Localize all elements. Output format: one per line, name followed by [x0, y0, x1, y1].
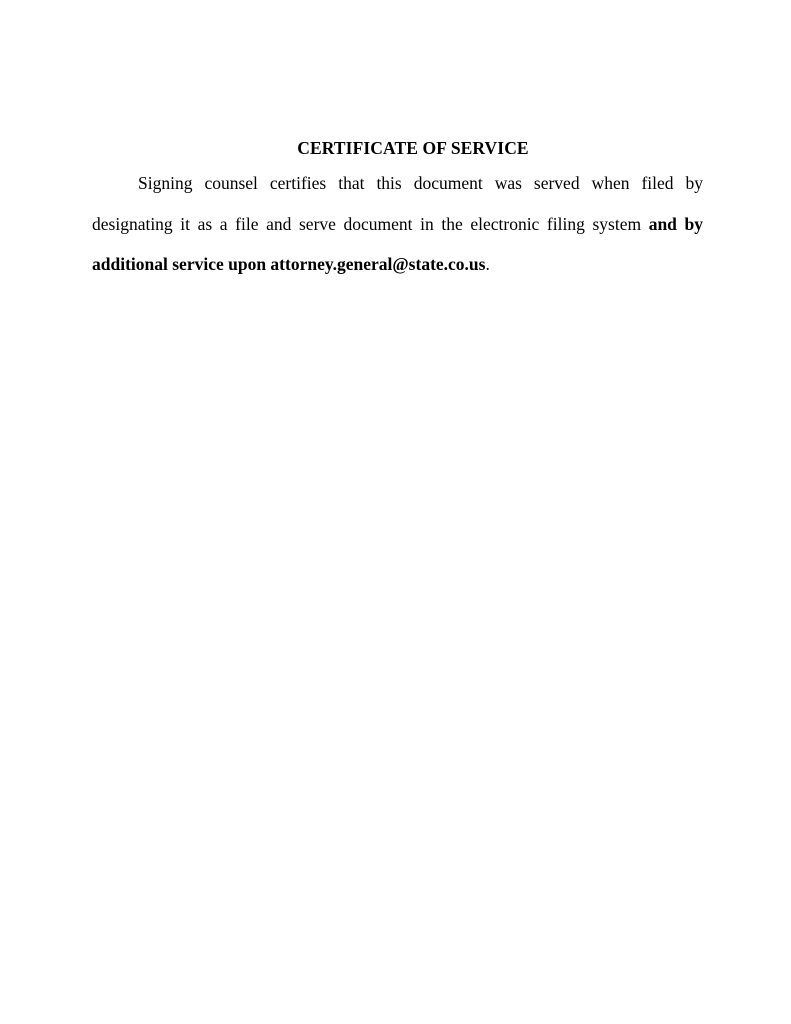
paragraph-bold-text: and by additional service upon attorney.general@state.co.us	[92, 213, 703, 274]
certificate-heading: CERTIFICATE OF SERVICE	[297, 138, 529, 158]
paragraph-text: Signing counsel certifies that this document was served when filed by designating it as a file and serve document in the electronic filing system	[92, 173, 703, 234]
paragraph-period: .	[485, 254, 490, 274]
certificate-paragraph	[92, 163, 703, 285]
